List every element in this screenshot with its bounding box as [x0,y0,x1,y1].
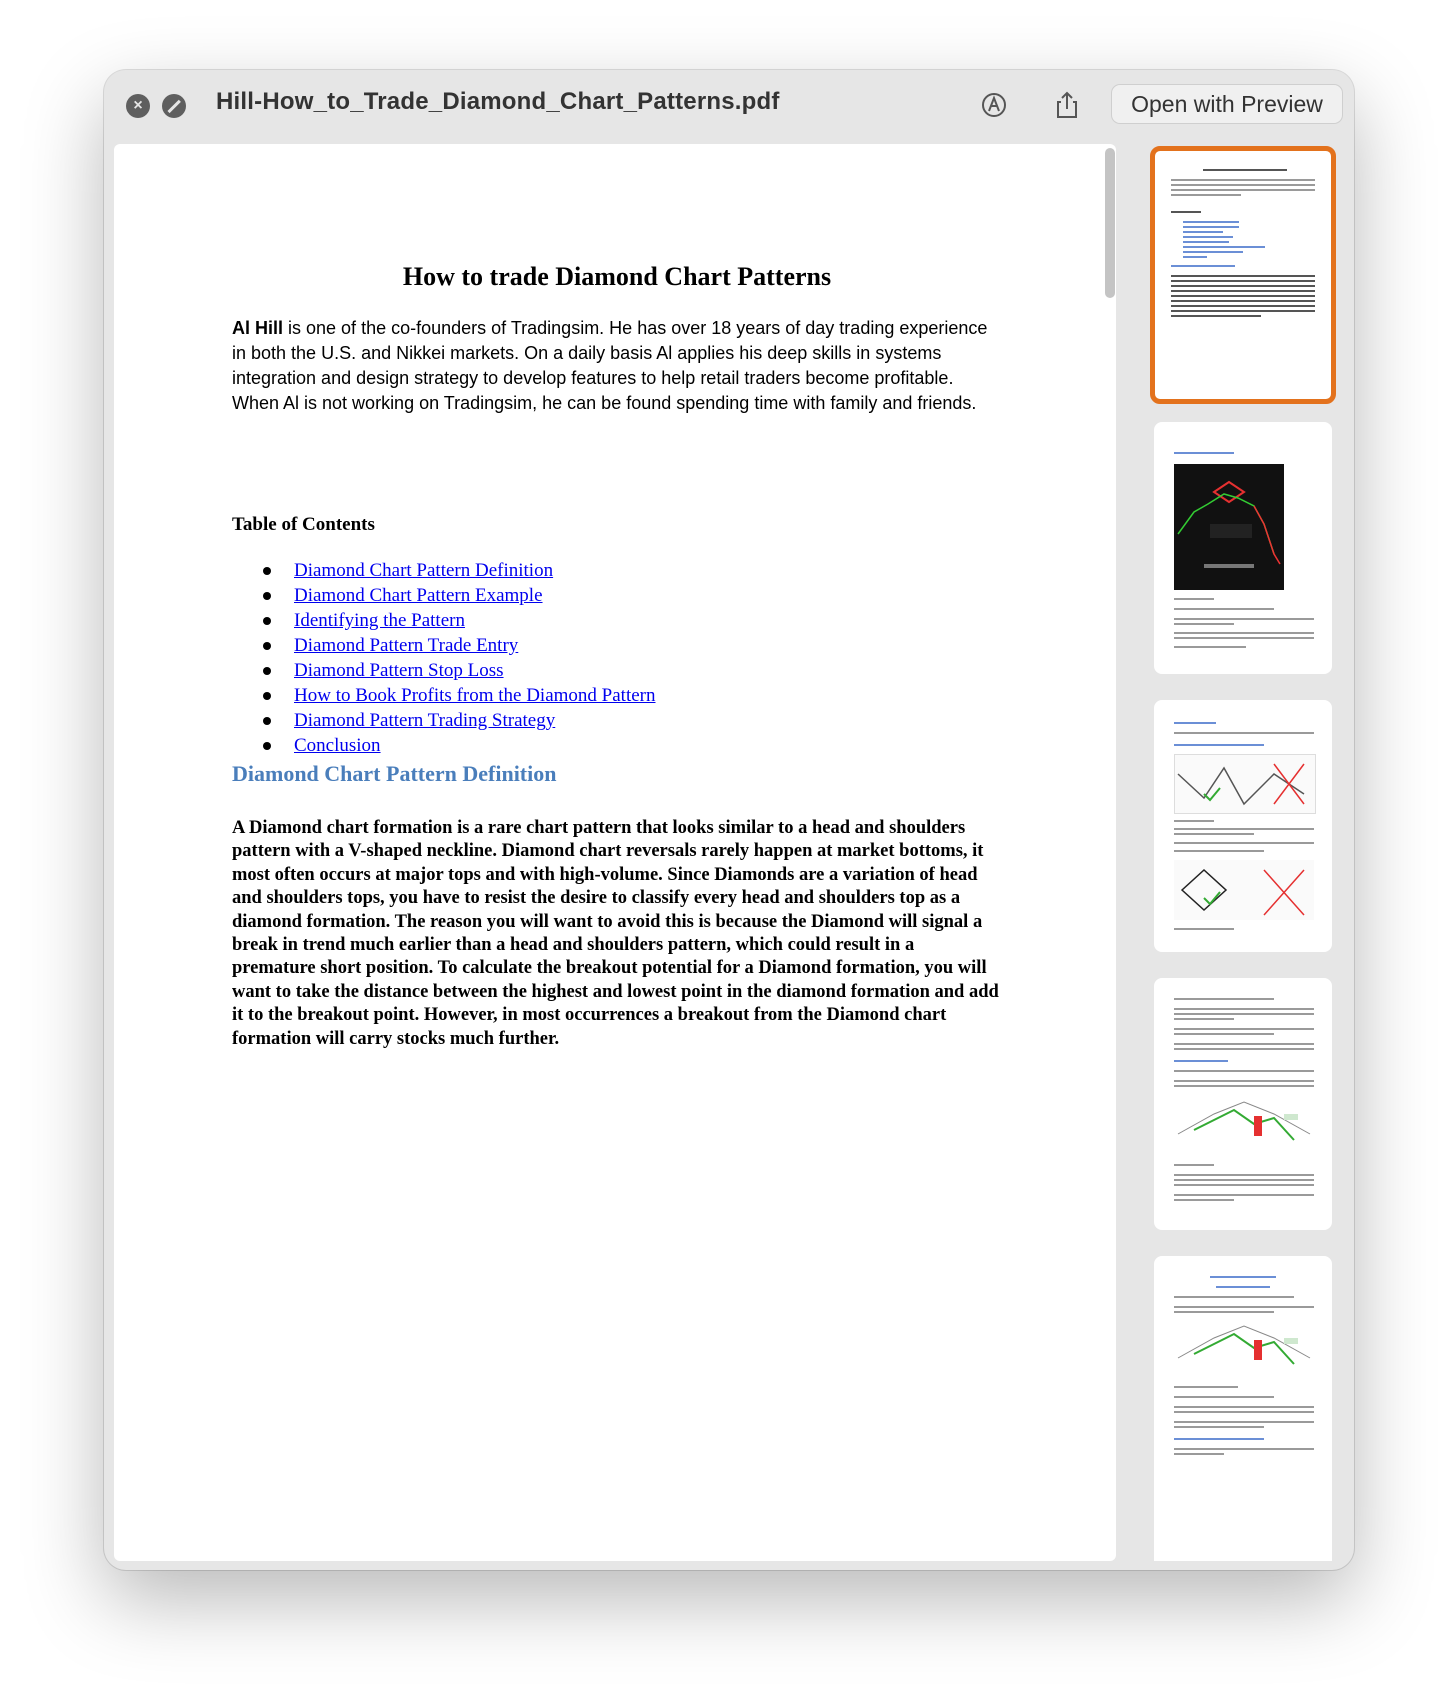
toc-link[interactable]: Diamond Pattern Trade Entry [294,635,519,656]
intro-text: is one of the co-founders of Tradingsim. He has over 18 years of day trading experience in both the U.S. and Nikkei markets. On a daily basis Al applies his deep skills in systems integration and design strategy to develop features to help retail traders become profitable. When Al is not working on Tradingsim, he can be found spending time with family and friends. [232,318,988,413]
list-item [294,683,656,708]
thumbnail-chart-image [1174,754,1314,812]
page-thumbnail-2[interactable] [1154,422,1332,674]
thumbnail-sidebar [1122,144,1354,1561]
thumbnail-chart-image [1174,1318,1314,1380]
section-heading: Diamond Chart Pattern Definition [232,761,557,786]
close-icon[interactable]: × [126,94,150,118]
list-item [294,558,656,583]
scrollbar[interactable] [1105,148,1115,298]
open-with-preview-button[interactable]: Open with Preview [1112,85,1342,123]
share-icon[interactable] [1052,90,1082,120]
fullscreen-disabled-icon[interactable] [162,94,186,118]
toc-link[interactable]: Diamond Chart Pattern Definition [294,560,554,581]
toc-link[interactable]: How to Book Profits from the Diamond Pattern [294,685,656,706]
author-name: Al Hill [232,318,284,338]
thumbnail-chart-image [1174,1094,1314,1156]
thumbnail-chart-image [1174,860,1314,920]
definition-paragraph: A Diamond chart formation is a rare chart pattern that looks similar to a head and shoulders pattern with a V-shaped neckline. Diamond chart reversals rarely happen at market bottoms, it most often occurs at major tops and with high-volume. Since Diamonds are a variation of head and shoulders tops, you have to resist the desire to classify every head and shoulders top as a diamond formation. The reason you will want to avoid this is because the Diamond will signal a break in trend much earlier than a head and shoulders pattern, which could result in a premature short position. To calculate the breakout potential for a Diamond formation, you will want to take the distance between the highest and lowest point in the diamond formation and add it to the breakout point. However, in most occurrences a breakout from the Diamond chart formation will carry stocks much further. [232,818,999,1049]
page-thumbnail-3[interactable] [1154,700,1332,952]
list-item [294,733,656,758]
toc-link[interactable]: Diamond Chart Pattern Example [294,585,543,606]
toc-link[interactable]: Conclusion [294,735,381,756]
toc-link[interactable]: Identifying the Pattern [294,610,465,631]
markup-pen-icon[interactable] [979,90,1009,120]
list-item [294,708,656,733]
quicklook-window [104,70,1354,1570]
toc-list [232,558,656,758]
list-item [294,583,656,608]
list-item [294,633,656,658]
toc-heading: Table of Contents [232,514,375,535]
page-thumbnail-5[interactable] [1154,1256,1332,1561]
page-thumbnail-4[interactable] [1154,978,1332,1230]
document-title: How to trade Diamond Chart Patterns [402,262,832,291]
toc-link[interactable]: Diamond Pattern Trading Strategy [294,710,556,731]
toc-link[interactable]: Diamond Pattern Stop Loss [294,660,504,681]
thumbnail-chart-image [1174,464,1284,590]
list-item [294,658,656,683]
window-title: Hill-How_to_Trade_Diamond_Chart_Patterns.pdf [216,88,780,115]
page-thumbnail-1[interactable] [1150,146,1336,404]
intro-paragraph [232,316,992,416]
list-item [294,608,656,633]
title-bar [104,70,1354,138]
document-view[interactable] [114,144,1116,1561]
